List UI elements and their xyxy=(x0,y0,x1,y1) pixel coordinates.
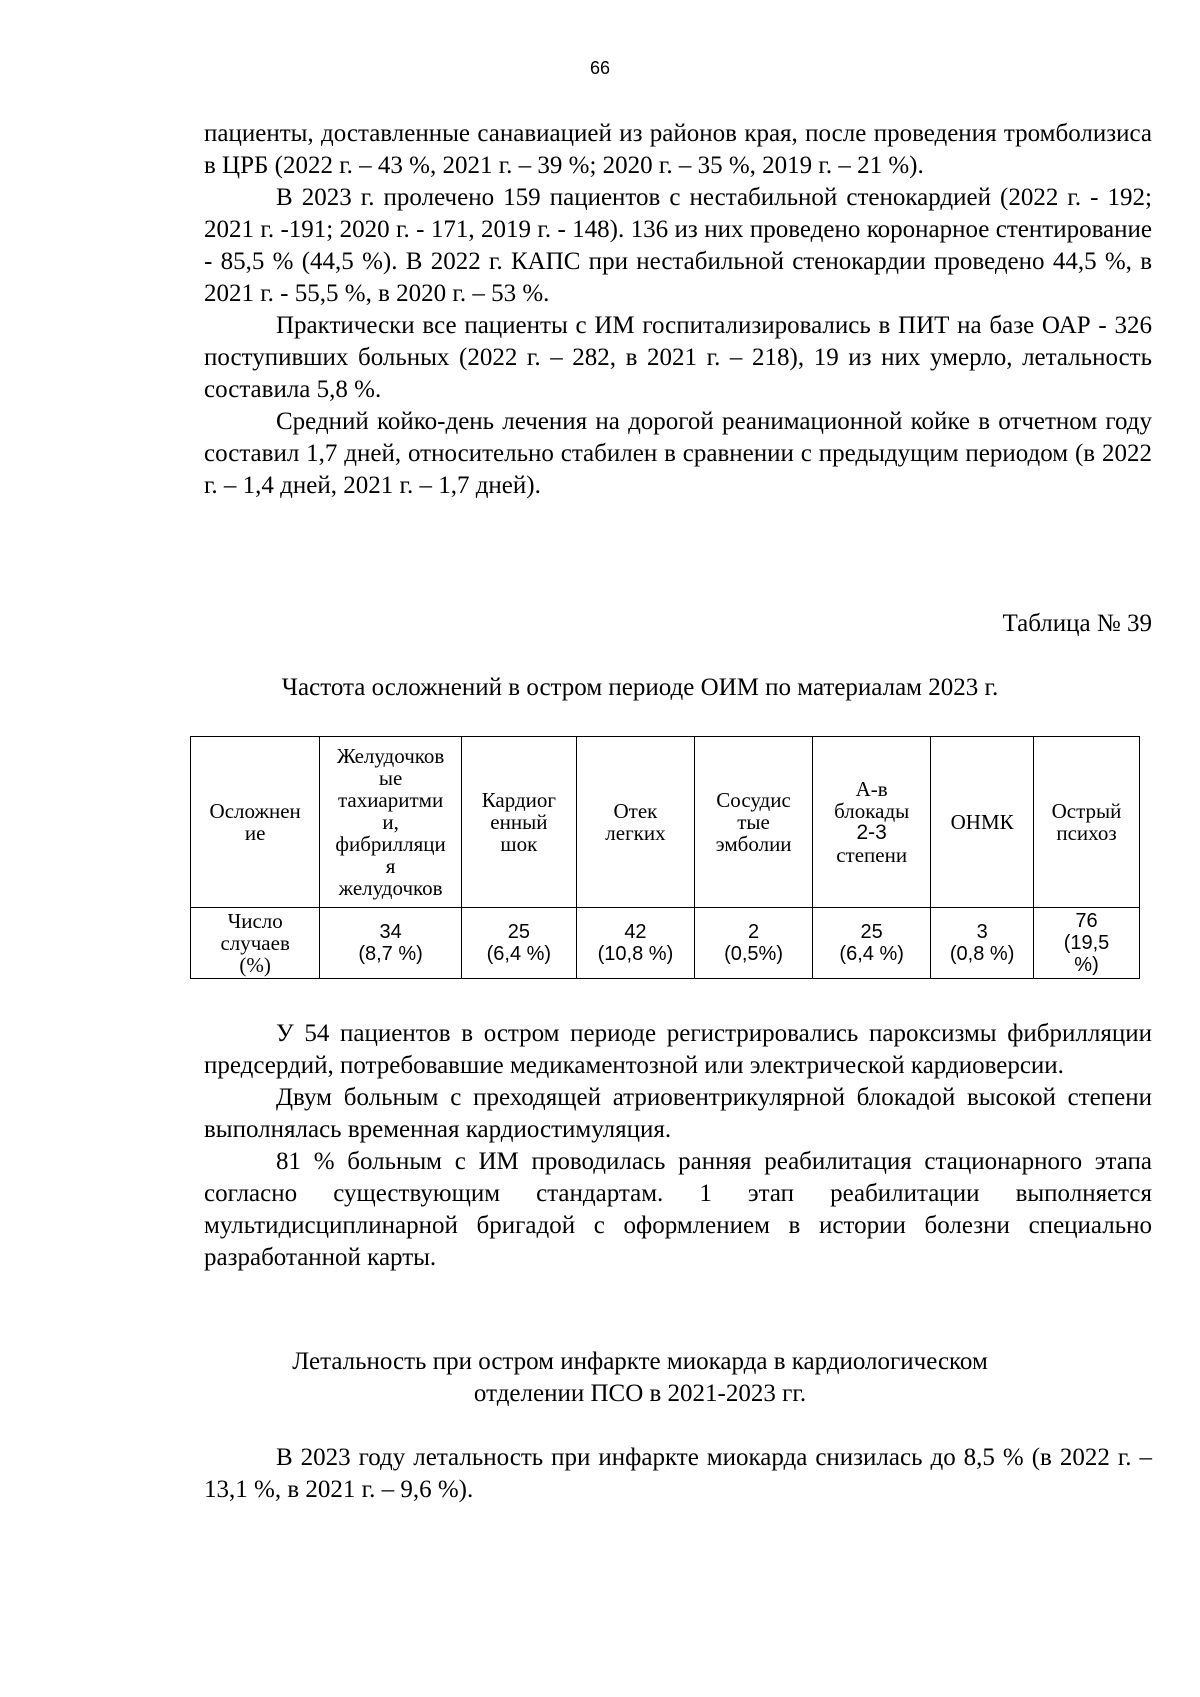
header-acute-psychosis: Острый психоз xyxy=(1034,737,1140,908)
cell-vascular-embolism: 2 (0,5%) xyxy=(695,908,813,979)
complications-table xyxy=(190,736,1140,979)
header-stroke: ОНМК xyxy=(931,737,1034,908)
paragraph: В 2023 г. пролечено 159 пациентов с нестабильной стенокардией (2022 г. - 192; 2021 г. -191; 2020 г. - 171, 2019 г. - 148). 136 из них проведено коронарное стентирование - 85,5 % (44,5 %). В 2022 г. КАПС при нестабильной стенокардии проведено 44,5 %, в 2021 г. - 55,5 %, в 2020 г. – 53 %. xyxy=(204,184,1152,307)
paragraph: Средний койко-день лечения на дорогой реанимационной койке в отчетном году составил 1,7 дней, относительно стабилен в сравнении с предыдущим периодом (в 2022 г. – 1,4 дней, 2021 г. – 1,7 дней). xyxy=(204,408,1152,499)
page-number: 66 xyxy=(589,58,611,78)
header-cardiogenic-shock: Кардиог енный шок xyxy=(461,737,576,908)
paragraph: В 2023 году летальность при инфаркте миокарда снизилась до 8,5 % (в 2022 г. – 13,1 %, в 2021 г. – 9,6 %). xyxy=(204,1444,1152,1503)
paragraph: 81 % больным с ИМ проводилась ранняя реабилитация стационарного этапа согласно существующим стандартам. 1 этап реабилитации выполняется мультидисциплинарной бригадой с оформлением в истории болезни специально разработанной карты. xyxy=(204,1148,1152,1271)
header-av-block: А-в блокады 2-3 степени xyxy=(813,737,931,908)
text-block-bottom xyxy=(204,1442,1152,1506)
paragraph: пациенты, доставленные санавиацией из районов края, после проведения тромболизиса в ЦРБ (2022 г. – 43 %, 2021 г. – 39 %; 2020 г. – 35 %, 2019 г. – 21 %). xyxy=(204,120,1152,179)
cell-acute-psychosis: 76 (19,5 %) xyxy=(1034,908,1140,979)
table-number: Таблица № 39 xyxy=(1002,610,1152,637)
paragraph: У 54 пациентов в остром периоде регистрировались пароксизмы фибрилляции предсердий, потребовавшие медикаментозной или электрической кардиоверсии. xyxy=(204,1020,1152,1079)
row-label-cases: Число случаев (%) xyxy=(191,908,320,979)
cell-cardiogenic-shock: 25 (6,4 %) xyxy=(461,908,576,979)
paragraph: Практически все пациенты с ИМ госпитализировались в ПИТ на базе ОАР - 326 поступивших больных (2022 г. – 282, в 2021 г. – 218), 19 из них умерло, летальность составила 5,8 %. xyxy=(204,312,1152,403)
cell-av-block: 25 (6,4 %) xyxy=(813,908,931,979)
header-complication: Осложнен ие xyxy=(191,737,320,908)
cell-ventricular-tachyarrhythmia: 34 (8,7 %) xyxy=(320,908,462,979)
table-row xyxy=(191,908,1140,979)
table-header-row xyxy=(191,737,1140,908)
text-block-middle xyxy=(204,1018,1152,1274)
cell-stroke: 3 (0,8 %) xyxy=(931,908,1034,979)
table-caption: Частота осложнений в остром периоде ОИМ по материалам 2023 г. xyxy=(281,674,999,701)
cell-pulmonary-edema: 42 (10,8 %) xyxy=(576,908,694,979)
header-vascular-embolism: Сосудис тые эмболии xyxy=(695,737,813,908)
header-pulmonary-edema: Отек легких xyxy=(576,737,694,908)
section-heading: Летальность при остром инфаркте миокарда в кардиологическом отделении ПСО в 2021-2023 гг. xyxy=(292,1348,988,1407)
text-block-top xyxy=(204,118,1152,502)
header-ventricular-tachyarrhythmia: Желудочков ые тахиаритми и, фибрилляци я желудочков xyxy=(320,737,462,908)
paragraph: Двум больным с преходящей атриовентрикулярной блокадой высокой степени выполнялась временная кардиостимуляция. xyxy=(204,1084,1152,1143)
